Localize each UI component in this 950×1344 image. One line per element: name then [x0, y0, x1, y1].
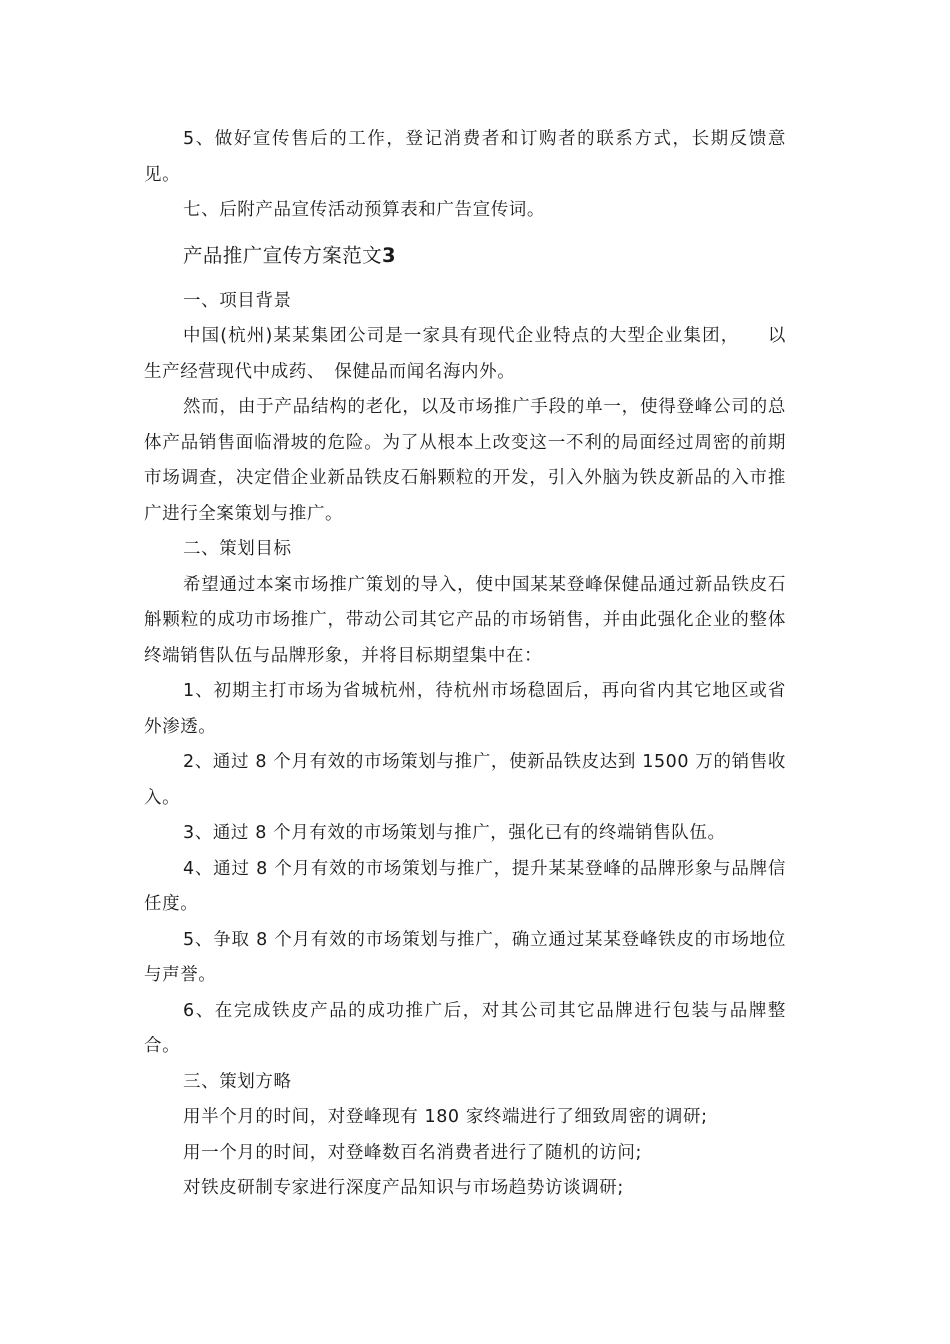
heading-planning-strategy: 三、策划方略 — [183, 1071, 292, 1092]
paragraph-company-intro: 中国(杭州)某某集团公司是一家具有现代企业特点的大型企业集团， 以生产经营现代中成药、 保健品而闻名海内外。 — [144, 326, 786, 382]
section-heading-text: 产品推广宣传方案范文 — [183, 243, 383, 267]
list-item-goal-6: 6、在完成铁皮产品的成功推广后，对其公司其它品牌进行包装与品牌整合。 — [144, 1000, 786, 1056]
heading-planning-goals: 二、策划目标 — [183, 539, 292, 559]
section-heading — [144, 238, 786, 273]
paragraph-publicity-aftersales: 5、做好宣传售后的工作，登记消费者和订购者的联系方式，长期反馈意见。 — [144, 129, 786, 185]
list-item-goal-1: 1、初期主打市场为省城杭州，待杭州市场稳固后，再向省内其它地区或省外渗透。 — [144, 681, 786, 737]
paragraph-goal-intro: 希望通过本案市场推广策划的导入，使中国某某登峰保健品通过新品铁皮石斛颗粒的成功市场推广，带动公司其它产品的市场销售，并由此强化企业的整体终端销售队伍与品牌形象，并将目标期望集中在： — [144, 574, 786, 666]
list-item-goal-5: 5、争取 8 个月有效的市场策划与推广，确立通过某某登峰铁皮的市场地位与声誉。 — [144, 929, 786, 985]
list-item-goal-4: 4、通过 8 个月有效的市场策划与推广，提升某某登峰的品牌形象与品牌信任度。 — [144, 858, 786, 914]
paragraph-appendix-note: 七、后附产品宣传活动预算表和广告宣传词。 — [183, 200, 545, 220]
list-item-goal-2: 2、通过 8 个月有效的市场策划与推广，使新品铁皮达到 1500 万的销售收入。 — [144, 752, 786, 808]
document-body — [144, 122, 786, 1207]
paragraph-strategy-terminal-survey: 用半个月的时间，对登峰现有 180 家终端进行了细致周密的调研; — [183, 1107, 708, 1127]
paragraph-strategy-consumer-visit: 用一个月的时间，对登峰数百名消费者进行了随机的访问; — [183, 1142, 642, 1163]
paragraph-problem: 然而，由于产品结构的老化，以及市场推广手段的单一，使得登峰公司的总体产品销售面临滑坡的危险。为了从根本上改变这一不利的局面经过周密的前期市场调查，决定借企业新品铁皮石斛颗粒的开发，引入外脑为铁皮新品的入市推广进行全案策划与推广。 — [144, 397, 786, 524]
paragraph-strategy-expert-interview: 对铁皮研制专家进行深度产品知识与市场趋势访谈调研; — [183, 1178, 624, 1198]
heading-project-background: 一、项目背景 — [183, 290, 292, 311]
section-heading-number: 3 — [382, 243, 396, 267]
list-item-goal-3: 3、通过 8 个月有效的市场策划与推广，强化已有的终端销售队伍。 — [183, 823, 726, 843]
